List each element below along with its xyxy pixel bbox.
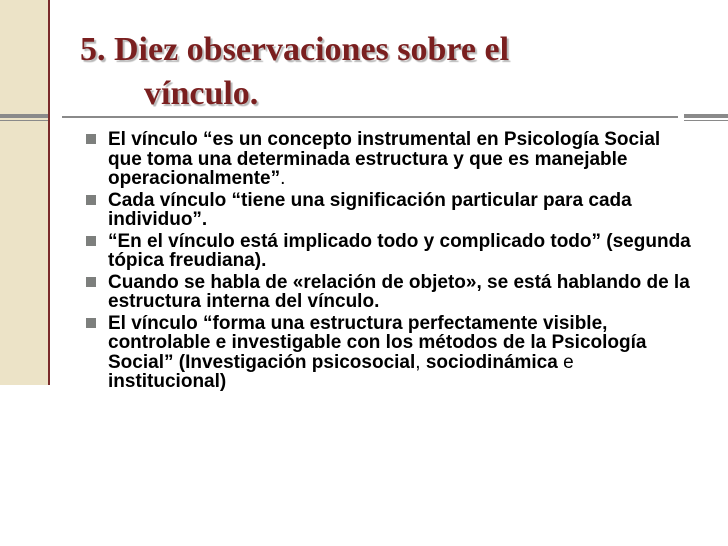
square-bullet-icon xyxy=(86,277,96,287)
bullet-text: Cuando se habla de «relación de objeto», se está hablando de la estructura interna del vínculo. xyxy=(108,271,690,312)
bullet-text: “En el vínculo está implicado todo y complicado todo” (segunda tópica freudiana xyxy=(108,230,691,271)
list-item xyxy=(86,130,696,189)
bullet-text: El vínculo “forma una estructura perfectamente visible, controlable e investigable con los métodos de la Psicología Social” (Investigación psicosocial xyxy=(108,312,647,373)
left-bar-border xyxy=(48,0,50,385)
list-item xyxy=(86,314,696,392)
left-decorative-bar xyxy=(0,0,50,385)
square-bullet-icon xyxy=(86,195,96,205)
bullet-separator: , xyxy=(415,351,426,373)
square-bullet-icon xyxy=(86,134,96,144)
bullet-text: Cada vínculo “tiene una significación particular para cada individuo”. xyxy=(108,189,632,230)
square-bullet-icon xyxy=(86,318,96,328)
slide-title xyxy=(80,28,700,116)
bullet-list xyxy=(86,130,696,392)
square-bullet-icon xyxy=(86,236,96,246)
divider-right-thick xyxy=(684,114,728,118)
divider-left-thin xyxy=(0,120,48,121)
bullet-text-part: sociodinámica xyxy=(425,351,558,373)
bullet-tail: . xyxy=(280,168,286,189)
list-item xyxy=(86,232,696,271)
bullet-separator: e xyxy=(557,351,574,373)
bullet-text: El vínculo “es un concepto instrumental en Psicología Social que toma una determinada estructura y que es manejable operacionalmente” xyxy=(108,129,661,189)
list-item xyxy=(86,191,696,230)
bullet-tail: ). xyxy=(254,250,267,271)
title-line-2: vínculo. xyxy=(144,75,259,112)
bullet-text-part: institucional) xyxy=(108,371,227,392)
list-item xyxy=(86,273,696,312)
divider-left-thick xyxy=(0,114,48,118)
title-line-1: 5. Diez observaciones sobre el xyxy=(80,31,510,68)
title-divider xyxy=(62,116,678,118)
divider-right-thin xyxy=(684,120,728,121)
